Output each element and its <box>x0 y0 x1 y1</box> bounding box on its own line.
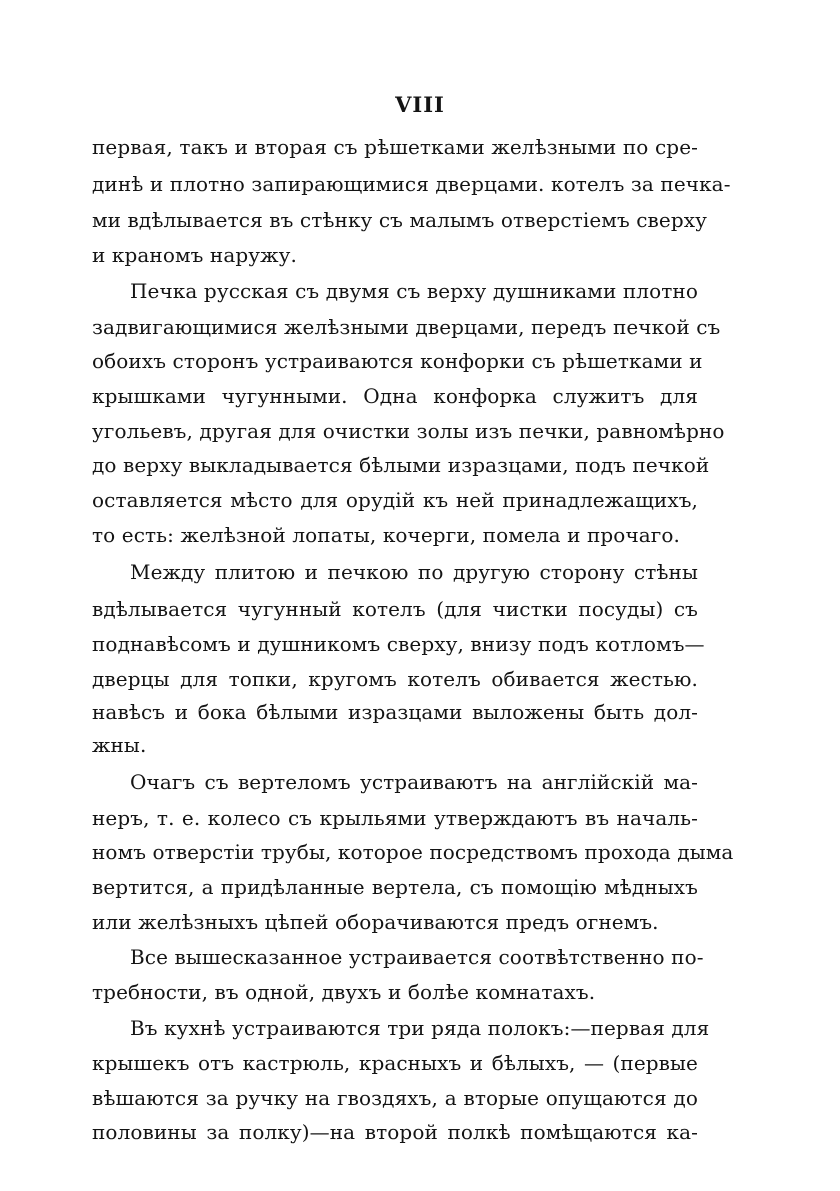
text-line: неръ, т. е. колесо съ крыльями утверждаютъ въ началь- <box>92 806 698 830</box>
text-line: крышекъ отъ кастрюль, красныхъ и бѣлыхъ, — (первые <box>92 1051 698 1075</box>
text-line: вѣшаются за ручку на гвоздяхъ, а вторые опущаются до <box>92 1086 698 1110</box>
text-line: Все вышесказанное устраивается соотвѣтственно по- <box>130 945 704 969</box>
text-line: первая, такъ и вторая съ рѣшетками желѣзными по сре- <box>92 135 698 159</box>
text-line: дверцы для топки, кругомъ котелъ обивается жестью. <box>92 667 698 691</box>
text-line: вертится, а придѣланные вертела, съ помощію мѣдныхъ <box>92 875 698 899</box>
text-line: обоихъ сторонъ устраиваются конфорки съ рѣшетками и <box>92 349 703 373</box>
text-line: номъ отверстіи трубы, которое посредствомъ прохода дыма <box>92 840 734 864</box>
text-line: поднавѣсомъ и душникомъ сверху, внизу подъ котломъ— <box>92 632 705 656</box>
text-line: до верху выкладывается бѣлыми изразцами, подъ печкой <box>92 453 710 477</box>
text-line: динѣ и плотно запирающимися дверцами. котелъ за печка- <box>92 172 731 196</box>
text-line: ми вдѣлывается въ стѣнку съ малымъ отверстіемъ сверху <box>92 208 707 232</box>
text-line: оставляется мѣсто для орудій къ ней принадлежащихъ, <box>92 488 698 512</box>
text-line: навѣсъ и бока бѣлыми изразцами выложены быть дол- <box>92 700 698 724</box>
text-line: Между плитою и печкою по другую сторону стѣны <box>130 560 698 584</box>
text-line: угольевъ, другая для очистки золы изъ печки, равномѣрно <box>92 419 725 443</box>
text-line: крышками чугунными. Одна конфорка служитъ для <box>92 384 698 408</box>
text-line: Печка русская съ двумя съ верху душниками плотно <box>130 279 698 303</box>
text-line: или желѣзныхъ цѣпей оборачиваются предъ огнемъ. <box>92 910 659 934</box>
text-line: Очагъ съ вертеломъ устраиваютъ на англійскій ма- <box>130 770 698 794</box>
text-line: Въ кухнѣ устраиваются три ряда полокъ:—первая для <box>130 1016 710 1040</box>
text-line: то есть: желѣзной лопаты, кочерги, помела и прочаго. <box>92 523 680 547</box>
text-line: и краномъ наружу. <box>92 243 297 267</box>
page-number: VIII <box>395 92 445 117</box>
text-line: задвигающимися желѣзными дверцами, передъ печкой съ <box>92 315 721 339</box>
text-line: жны. <box>92 733 147 757</box>
text-line: вдѣлывается чугунный котелъ (для чистки посуды) съ <box>92 597 698 621</box>
text-line: требности, въ одной, двухъ и болѣе комнатахъ. <box>92 980 596 1004</box>
text-line: половины за полку)—на второй полкѣ помѣщаются ка- <box>92 1120 698 1144</box>
